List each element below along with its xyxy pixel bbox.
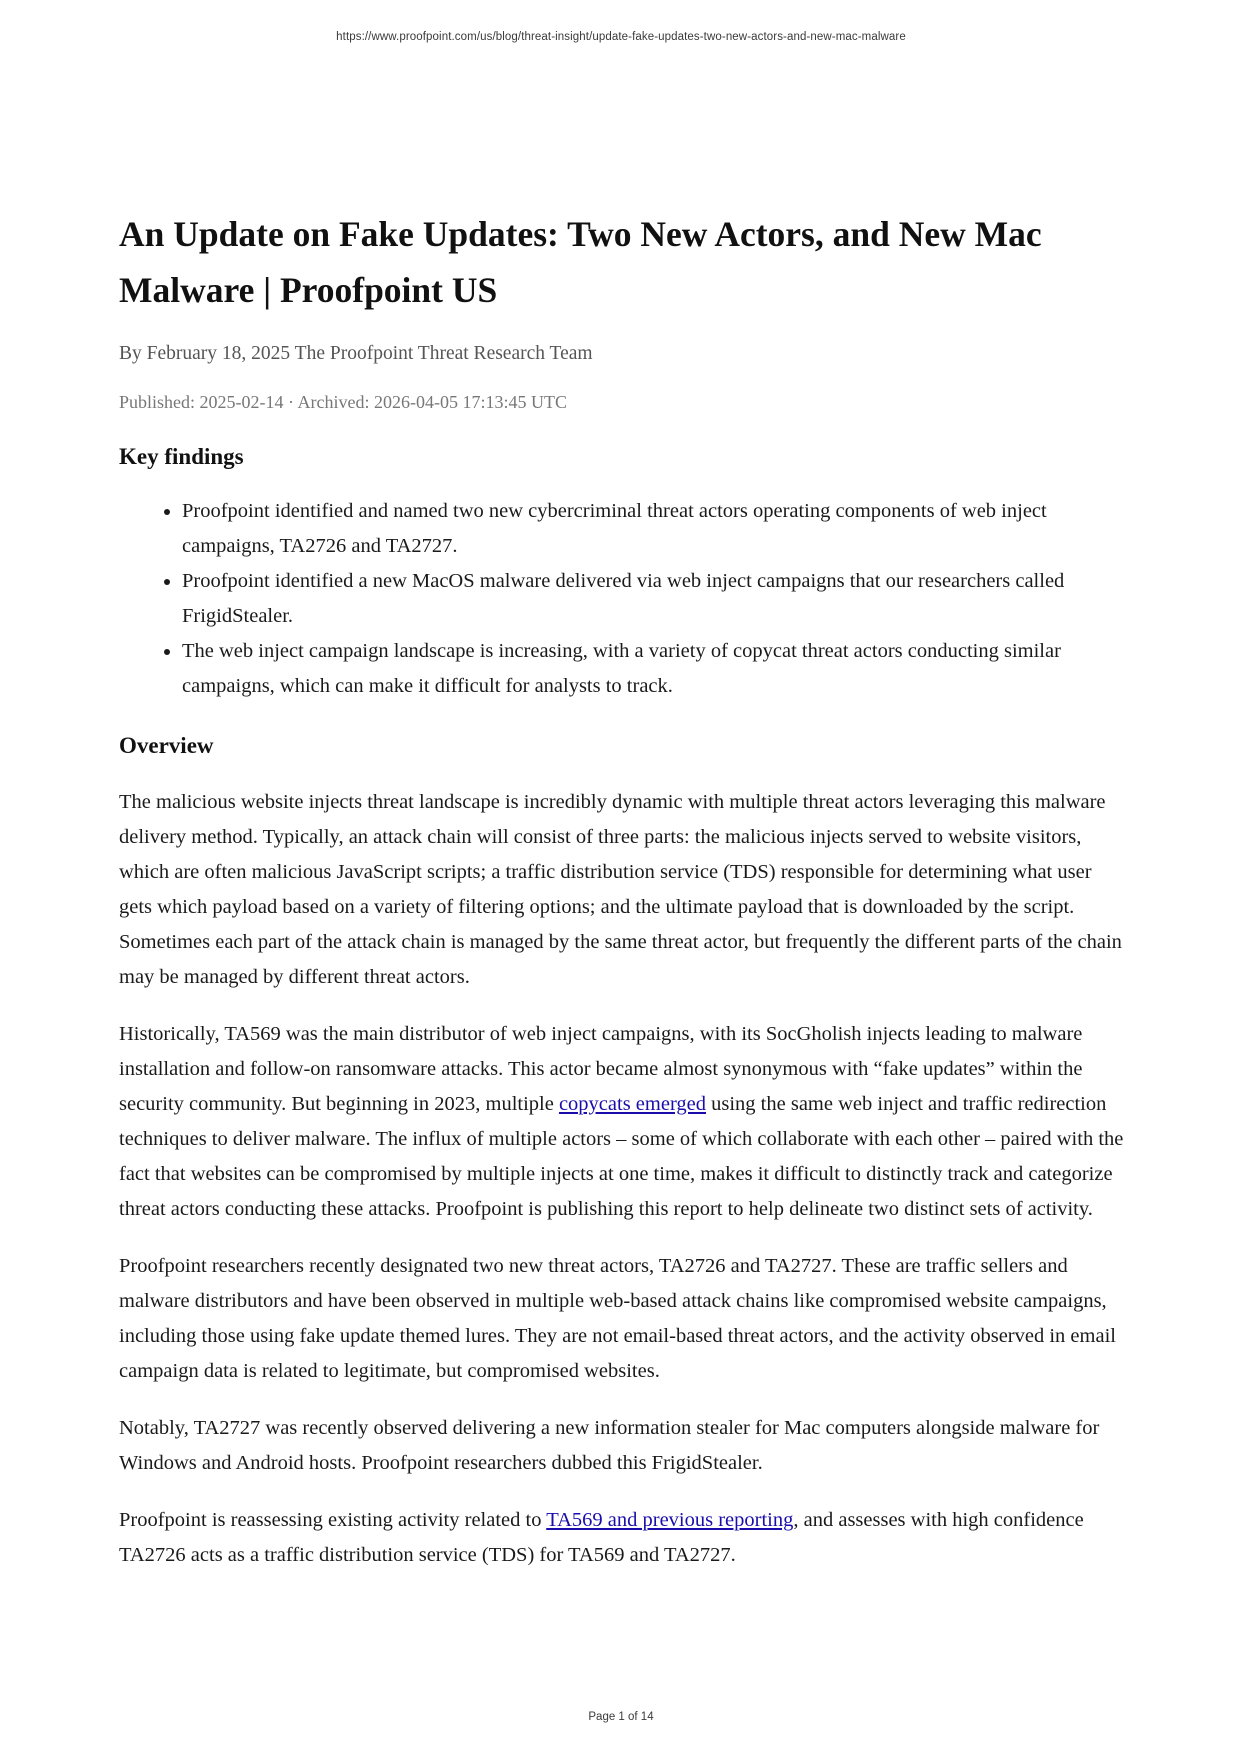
ta569-reporting-link[interactable]: TA569 and previous reporting <box>546 1509 794 1531</box>
article-meta: Published: 2025-02-14 · Archived: 2026-04-05 17:13:45 UTC <box>119 392 567 412</box>
paragraph-text: Historically, TA569 was the main distributor of web inject campaigns, with its SocGholish injects leading to malware installation and follow-on ransomware attacks. This actor became almost synonymous with “fake updates” within the security community. But beginning in 2023, multiple <box>119 1023 1083 1115</box>
page-title: An Update on Fake Updates: Two New Actors, and New Mac Malware | Proofpoint US <box>119 214 1042 310</box>
article-content <box>119 206 1129 1573</box>
list-item: • Proofpoint identified and named two new cybercriminal threat actors operating components of web inject campaigns, TA2726 and TA2727. <box>182 494 1129 564</box>
article-byline: By February 18, 2025 The Proofpoint Threat Research Team <box>119 343 593 364</box>
key-findings-list <box>119 494 1129 704</box>
paragraph-text: using the same web inject and traffic redirection techniques to deliver malware. The influx of multiple actors – some of which collaborate with each other – paired with the fact that websites can be compromised by multiple injects at one time, makes it difficult to distinctly track and categorize threat actors conducting these attacks. Proofpoint is publishing this report to help delineate two distinct sets of activity. <box>119 1093 1124 1220</box>
overview-paragraph-1: The malicious website injects threat landscape is incredibly dynamic with multiple threat actors leveraging this malware delivery method. Typically, an attack chain will consist of three parts: the malicious injects served to website visitors, which are often malicious JavaScript scripts; a traffic distribution service (TDS) responsible for determining what user gets which payload based on a variety of filtering options; and the ultimate payload that is downloaded by the script. Sometimes each part of the attack chain is managed by the same threat actor, but frequently the different parts of the chain may be managed by different threat actors. <box>119 791 1122 988</box>
paragraph-text: Proofpoint is reassessing existing activity related to <box>119 1509 547 1531</box>
key-findings-heading: Key findings <box>119 444 244 469</box>
paragraph-text: , and assesses with high confidence TA2726 acts as a traffic distribution service (TDS) for TA569 and TA2727. <box>119 1509 1084 1566</box>
overview-paragraph-3: Proofpoint researchers recently designated two new threat actors, TA2726 and TA2727. These are traffic sellers and malware distributors and have been observed in multiple web-based attack chains like compromised website campaigns, including those using fake update themed lures. They are not email-based threat actors, and the activity observed in email campaign data is related to legitimate, but compromised websites. <box>119 1255 1116 1382</box>
overview-paragraph-2 <box>119 1017 1129 1227</box>
overview-paragraph-5 <box>119 1503 1129 1573</box>
list-item: • Proofpoint identified a new MacOS malware delivered via web inject campaigns that our researchers called FrigidStealer. <box>182 564 1129 634</box>
overview-heading: Overview <box>119 733 214 758</box>
page-url-header: https://www.proofpoint.com/us/blog/threat-insight/update-fake-updates-two-new-actors-and-new-mac-malware <box>336 31 906 43</box>
page-number: Page 1 of 14 <box>588 1711 654 1723</box>
overview-paragraph-4: Notably, TA2727 was recently observed delivering a new information stealer for Mac computers alongside malware for Windows and Android hosts. Proofpoint researchers dubbed this FrigidStealer. <box>119 1417 1100 1474</box>
list-item: • The web inject campaign landscape is increasing, with a variety of copycat threat actors conducting similar campaigns, which can make it difficult for analysts to track. <box>182 634 1129 704</box>
copycats-emerged-link[interactable]: copycats emerged <box>558 1093 706 1115</box>
